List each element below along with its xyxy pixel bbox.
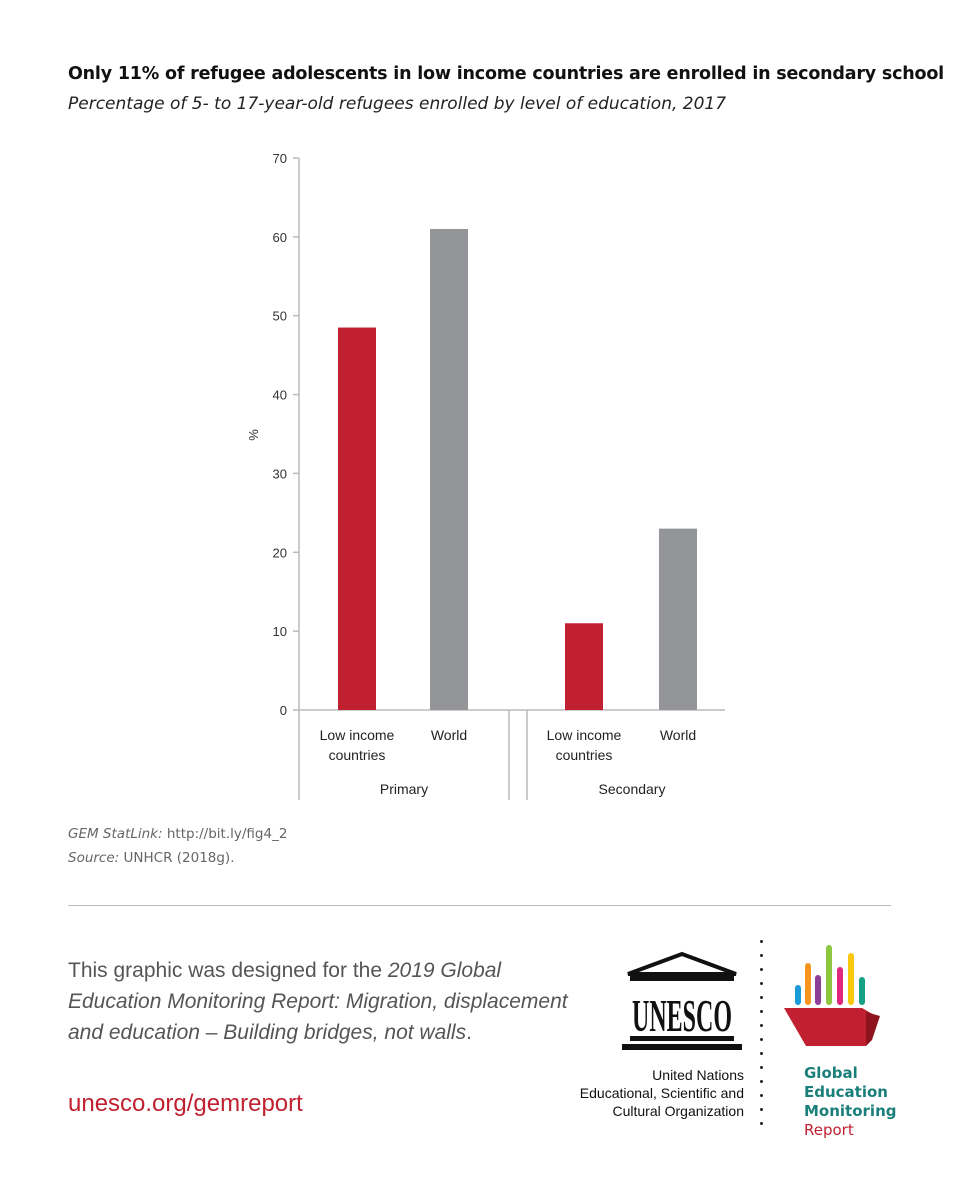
unesco-wordmark: UNESCO	[632, 990, 732, 1041]
separator-dot	[760, 1108, 763, 1111]
statlink-label: GEM StatLink:	[68, 826, 163, 842]
separator-dot	[760, 1024, 763, 1027]
category-label: countries	[555, 747, 613, 763]
chart-title: Only 11% of refugee adolescents in low income countries are enrolled in secondary school	[68, 64, 944, 84]
gem-report-link[interactable]: unesco.org/gemreport	[68, 1090, 303, 1117]
separator-dot	[760, 1038, 763, 1041]
y-tick-label: 60	[272, 229, 287, 245]
separator-dot	[760, 968, 763, 971]
separator-dot	[760, 996, 763, 999]
gem-line-education: Education	[804, 1083, 888, 1101]
group-label: Secondary	[598, 781, 666, 797]
y-tick-label: 0	[279, 703, 287, 718]
separator-dot	[760, 1066, 763, 1069]
separator-dot	[760, 940, 763, 943]
gem-report-name	[804, 1064, 896, 1140]
y-tick-label: 30	[272, 466, 287, 482]
source-label: Source:	[68, 850, 120, 866]
separator-dot	[760, 1122, 763, 1125]
unesco-name-line: United Nations	[652, 1067, 744, 1083]
unesco-name-line: Educational, Scientific and	[579, 1085, 744, 1101]
bar-chart	[0, 140, 960, 810]
unesco-logo-icon	[620, 952, 744, 1052]
y-tick-label: 20	[272, 545, 287, 561]
y-axis-label: %	[246, 429, 261, 441]
report-blurb	[68, 955, 568, 1048]
source-text: UNHCR (2018g).	[123, 850, 235, 866]
source-line	[68, 850, 235, 866]
blurb-prefix: This graphic was designed for the	[68, 959, 388, 982]
blurb-report-title: 2019 Global Education Monitoring Report: Migration, displacement and education – Building bridges, not walls	[68, 959, 568, 1044]
gem-line-report: Report	[804, 1121, 854, 1139]
y-tick-label: 70	[272, 151, 287, 166]
gem-line-monitoring: Monitoring	[804, 1102, 897, 1120]
separator-dot	[760, 1052, 763, 1055]
category-label: World	[659, 727, 697, 743]
statlink-url[interactable]: http://bit.ly/fig4_2	[166, 826, 288, 842]
bar-secondary-low-income	[565, 623, 603, 710]
blurb-suffix: .	[466, 1021, 472, 1044]
chart-subtitle: Percentage of 5- to 17-year-old refugees enrolled by level of education, 2017	[68, 94, 727, 114]
bar-primary-world	[430, 229, 468, 710]
category-label: World	[430, 727, 468, 743]
gem-report-logo-icon	[780, 940, 890, 1055]
y-tick-label: 40	[272, 387, 287, 403]
unesco-full-name	[540, 1066, 744, 1120]
separator-dot	[760, 1010, 763, 1013]
statlink-line	[68, 826, 287, 842]
category-label: Low income	[319, 727, 395, 743]
y-tick-label: 50	[272, 308, 287, 324]
separator-dot	[760, 1094, 763, 1097]
bar-secondary-world	[659, 529, 697, 710]
separator-dot	[760, 982, 763, 985]
category-label: countries	[328, 747, 386, 763]
group-label: Primary	[379, 781, 429, 797]
footer-divider	[68, 905, 891, 906]
y-tick-label: 10	[272, 624, 287, 640]
category-label: Low income	[546, 727, 622, 743]
separator-dot	[760, 1080, 763, 1083]
separator-dot	[760, 954, 763, 957]
bar-primary-low-income	[338, 328, 376, 710]
logo-separator-dots	[760, 940, 764, 1140]
unesco-name-line: Cultural Organization	[612, 1103, 744, 1119]
gem-line-global: Global	[804, 1064, 858, 1082]
